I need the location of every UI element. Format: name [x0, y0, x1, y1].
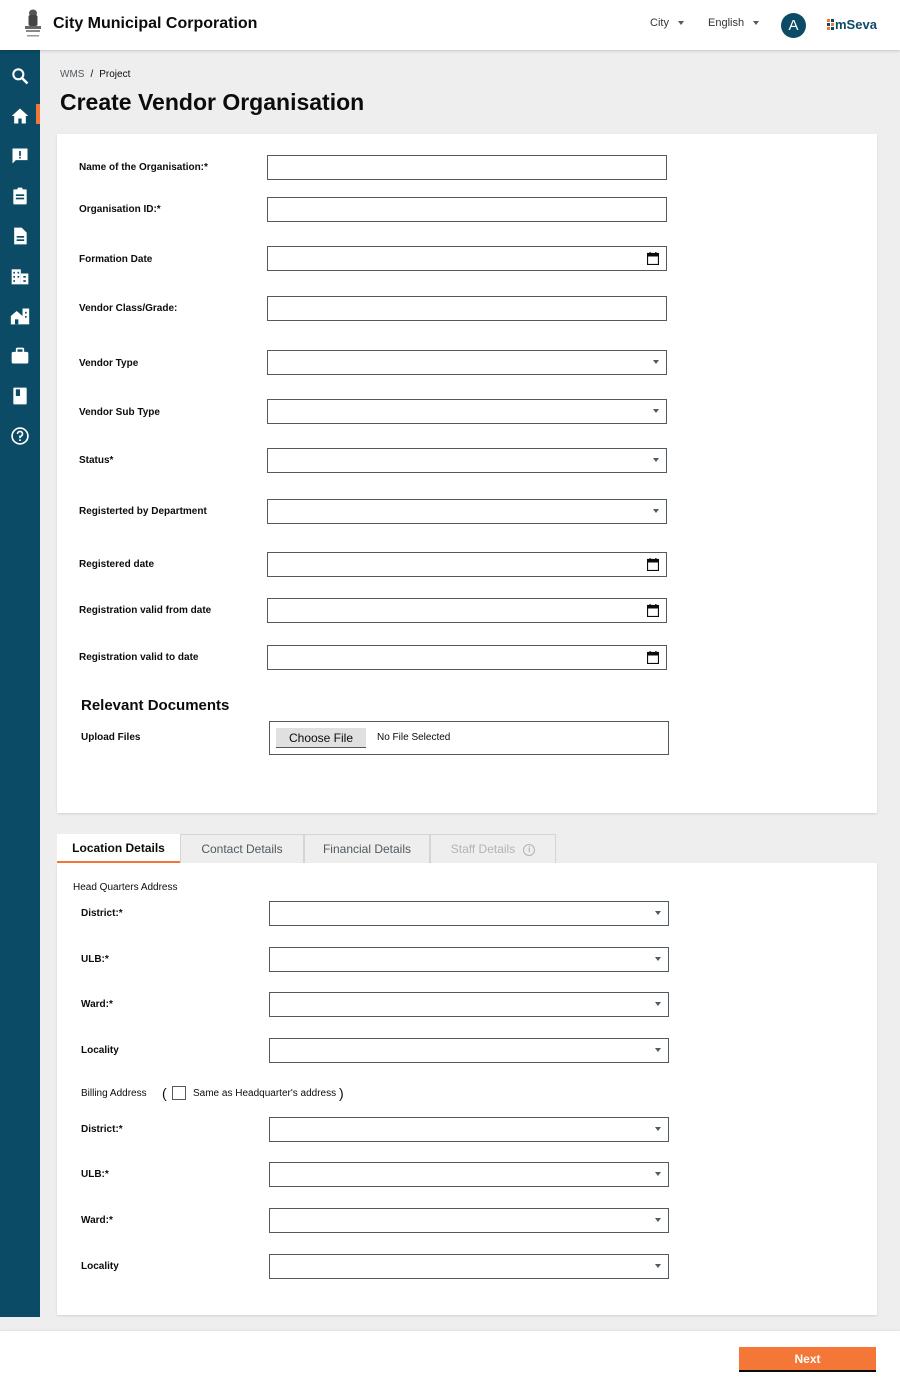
billing-ward-select[interactable]	[269, 1208, 669, 1233]
billing-address-title: Billing Address	[81, 1088, 147, 1099]
billing-district-select[interactable]	[269, 1117, 669, 1142]
calendar-icon[interactable]	[647, 558, 659, 571]
close-paren: )	[339, 1085, 344, 1101]
vendor-type-label: Vendor Type	[79, 358, 139, 369]
book-icon[interactable]	[10, 386, 30, 406]
hq-district-select[interactable]	[269, 901, 669, 926]
chevron-down-icon	[655, 1002, 661, 1006]
no-file-text: No File Selected	[377, 732, 451, 743]
chevron-down-icon	[655, 1172, 661, 1176]
registered-by-dept-label: Registerted by Department	[79, 506, 207, 517]
calendar-icon[interactable]	[647, 604, 659, 617]
tab-contact-details[interactable]: Contact Details	[180, 834, 304, 863]
chevron-down-icon	[655, 1048, 661, 1052]
mseva-brand-text: mSeva	[835, 17, 877, 32]
org-name-label: Name of the Organisation:*	[79, 162, 208, 173]
org-name-input[interactable]	[267, 155, 667, 180]
hq-address-title: Head Quarters Address	[73, 882, 178, 893]
vendor-class-input[interactable]	[267, 296, 667, 321]
hq-ulb-label: ULB:*	[81, 954, 109, 965]
calendar-icon[interactable]	[647, 651, 659, 664]
chevron-down-icon	[678, 21, 684, 25]
valid-from-input[interactable]	[267, 598, 667, 623]
org-id-input[interactable]	[267, 197, 667, 222]
chevron-down-icon	[653, 509, 659, 513]
status-select[interactable]	[267, 448, 667, 473]
billing-district-label: District:*	[81, 1124, 123, 1135]
vendor-sub-type-select[interactable]	[267, 399, 667, 424]
mseva-logo	[827, 17, 877, 32]
chevron-down-icon	[655, 1218, 661, 1222]
top-header	[0, 0, 900, 50]
document-icon[interactable]	[10, 226, 30, 246]
tab-location-details[interactable]: Location Details	[57, 834, 180, 863]
breadcrumb	[60, 69, 130, 80]
upload-files-label: Upload Files	[81, 732, 141, 743]
file-upload[interactable]	[269, 721, 669, 755]
chevron-down-icon	[655, 911, 661, 915]
chevron-down-icon	[653, 360, 659, 364]
help-icon[interactable]	[10, 426, 30, 446]
org-id-label: Organisation ID:*	[79, 204, 161, 215]
clipboard-icon[interactable]	[10, 186, 30, 206]
same-as-hq-checkbox[interactable]	[172, 1086, 186, 1100]
language-dropdown[interactable]	[708, 17, 759, 29]
billing-ulb-select[interactable]	[269, 1162, 669, 1187]
chevron-down-icon	[655, 1264, 661, 1268]
city-dropdown[interactable]	[650, 17, 684, 29]
complaint-icon[interactable]	[10, 146, 30, 166]
mseva-logo-icon	[827, 19, 834, 30]
billing-ulb-label: ULB:*	[81, 1169, 109, 1180]
hq-ward-select[interactable]	[269, 992, 669, 1017]
choose-file-button[interactable]: Choose File	[276, 728, 366, 748]
hq-locality-select[interactable]	[269, 1038, 669, 1063]
vendor-type-select[interactable]	[267, 350, 667, 375]
vendor-class-label: Vendor Class/Grade:	[79, 303, 178, 314]
hq-ulb-select[interactable]	[269, 947, 669, 972]
next-button[interactable]: Next	[739, 1347, 876, 1372]
language-dropdown-label: English	[708, 17, 745, 29]
registered-by-dept-select[interactable]	[267, 499, 667, 524]
billing-locality-label: Locality	[81, 1261, 119, 1272]
billing-locality-select[interactable]	[269, 1254, 669, 1279]
valid-to-label: Registration valid to date	[79, 652, 199, 663]
hq-district-label: District:*	[81, 908, 123, 919]
relevant-documents-heading: Relevant Documents	[81, 697, 230, 714]
sidebar	[0, 50, 40, 1317]
chevron-down-icon	[653, 458, 659, 462]
building-icon[interactable]	[10, 266, 30, 286]
billing-ward-label: Ward:*	[81, 1215, 113, 1226]
chevron-down-icon	[653, 409, 659, 413]
city-icon[interactable]	[10, 306, 30, 326]
avatar[interactable]: A	[781, 13, 806, 38]
home-icon[interactable]	[10, 106, 30, 126]
active-indicator	[36, 104, 40, 124]
city-dropdown-label: City	[650, 17, 669, 29]
hq-locality-label: Locality	[81, 1045, 119, 1056]
search-icon[interactable]	[10, 66, 30, 86]
registered-date-label: Registered date	[79, 559, 155, 570]
hq-ward-label: Ward:*	[81, 999, 113, 1010]
calendar-icon[interactable]	[647, 252, 659, 265]
valid-to-input[interactable]	[267, 645, 667, 670]
breadcrumb-current: Project	[99, 69, 131, 80]
tab-financial-details[interactable]: Financial Details	[304, 834, 430, 863]
same-as-hq-label: Same as Headquarter's address	[193, 1088, 337, 1099]
chevron-down-icon	[753, 21, 759, 25]
chevron-down-icon	[655, 957, 661, 961]
breadcrumb-root[interactable]: WMS	[60, 69, 85, 80]
valid-from-label: Registration valid from date	[79, 605, 212, 616]
chevron-down-icon	[655, 1127, 661, 1131]
state-emblem-icon	[22, 8, 44, 40]
formation-date-label: Formation Date	[79, 254, 153, 265]
formation-date-input[interactable]	[267, 246, 667, 271]
registered-date-input[interactable]	[267, 552, 667, 577]
action-bar	[0, 1331, 900, 1387]
vendor-sub-type-label: Vendor Sub Type	[79, 407, 160, 418]
briefcase-icon[interactable]	[10, 346, 30, 366]
breadcrumb-separator: /	[90, 69, 94, 80]
tab-staff-details	[430, 834, 556, 863]
page-title: Create Vendor Organisation	[60, 89, 365, 115]
info-icon: i	[523, 844, 535, 856]
tab-staff-details-label: Staff Details	[450, 842, 516, 856]
app-title: City Municipal Corporation	[53, 15, 258, 32]
open-paren: (	[162, 1085, 167, 1101]
status-label: Status*	[79, 455, 114, 466]
